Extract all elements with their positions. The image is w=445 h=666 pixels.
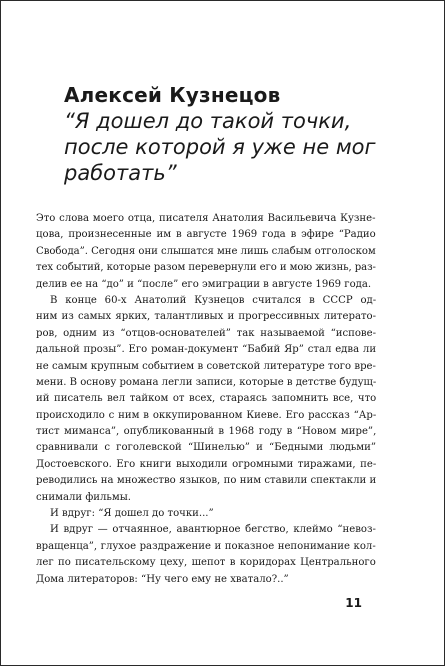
chapter-heading bbox=[64, 82, 376, 186]
page-number: 11 bbox=[345, 596, 362, 610]
body-line: Свобода”. Сегодня они слышатся мне лишь слабым отголоском bbox=[36, 245, 376, 257]
body-line: вращенца”, глухое раздражение и показное непонимание кол- bbox=[36, 540, 376, 552]
body-line: ий писатель вел тайком от всех, стараясь запомнить все, что bbox=[36, 393, 377, 405]
body-line: мени. В основу романа легли записи, которые в детстве будущ- bbox=[36, 376, 377, 388]
body-line: ров, одним из “отцов-основателей” так называемой “исповe- bbox=[36, 327, 376, 339]
body-line: снимали фильмы. bbox=[36, 491, 131, 503]
body-line: цова, произнесенные им в августе 1969 года в эфире “Радио bbox=[36, 229, 376, 241]
body-line: сравнивали с гоголевской “Шинелью” и “Бедными людьми” bbox=[36, 442, 377, 454]
body-line: Дома литераторов: “Ну чего ему не хватало?..” bbox=[36, 573, 289, 585]
body-text bbox=[36, 211, 376, 588]
body-line: не самым крупным событием в советской литературе того вре- bbox=[36, 360, 376, 372]
chapter-quote-line-1: “Я дошел до такой точки, bbox=[64, 109, 352, 133]
body-line: происходило с ним в оккупированном Киеве. Его рассказ “Ар- bbox=[36, 409, 377, 421]
body-line: И вдруг: “Я дошел до точки...” bbox=[50, 508, 214, 520]
body-line: тех событий, которые разом перевернули его и мою жизнь, раз- bbox=[36, 262, 376, 274]
body-line: ним из самых ярких, талантливых и прогрессивных литерато- bbox=[36, 311, 377, 323]
body-line: В конце 60-х Анатолий Кузнецов считался в СССР од- bbox=[50, 294, 377, 306]
body-line: И вдруг — отчаянное, авантюрное бегство, клеймо “невоз- bbox=[50, 524, 376, 536]
body-line: делив ее на “до” и “после” его эмиграции в августе 1969 года. bbox=[36, 278, 372, 290]
body-line: лег по писательскому цеху, шепот в коридорах Центрального bbox=[36, 557, 376, 569]
body-line: дальной прозы”. Его роман-документ “Бабий Яр” стал едва ли bbox=[36, 344, 377, 356]
body-line: реводились на множество языков, по ним ставили спектакли и bbox=[36, 475, 377, 487]
body-line: Это слова моего отца, писателя Анатолия Васильевича Кузне- bbox=[36, 213, 376, 224]
chapter-quote-line-2: после которой я уже не мог bbox=[64, 135, 376, 159]
body-line: Достоевского. Его книги выходили огромными тиражами, пе- bbox=[36, 458, 377, 470]
chapter-quote-line-3: работать” bbox=[64, 161, 177, 185]
chapter-author: Алексей Кузнецов bbox=[64, 83, 281, 107]
body-line: тист миманса”, опубликованный в 1968 году в “Новом мире”, bbox=[36, 426, 377, 438]
